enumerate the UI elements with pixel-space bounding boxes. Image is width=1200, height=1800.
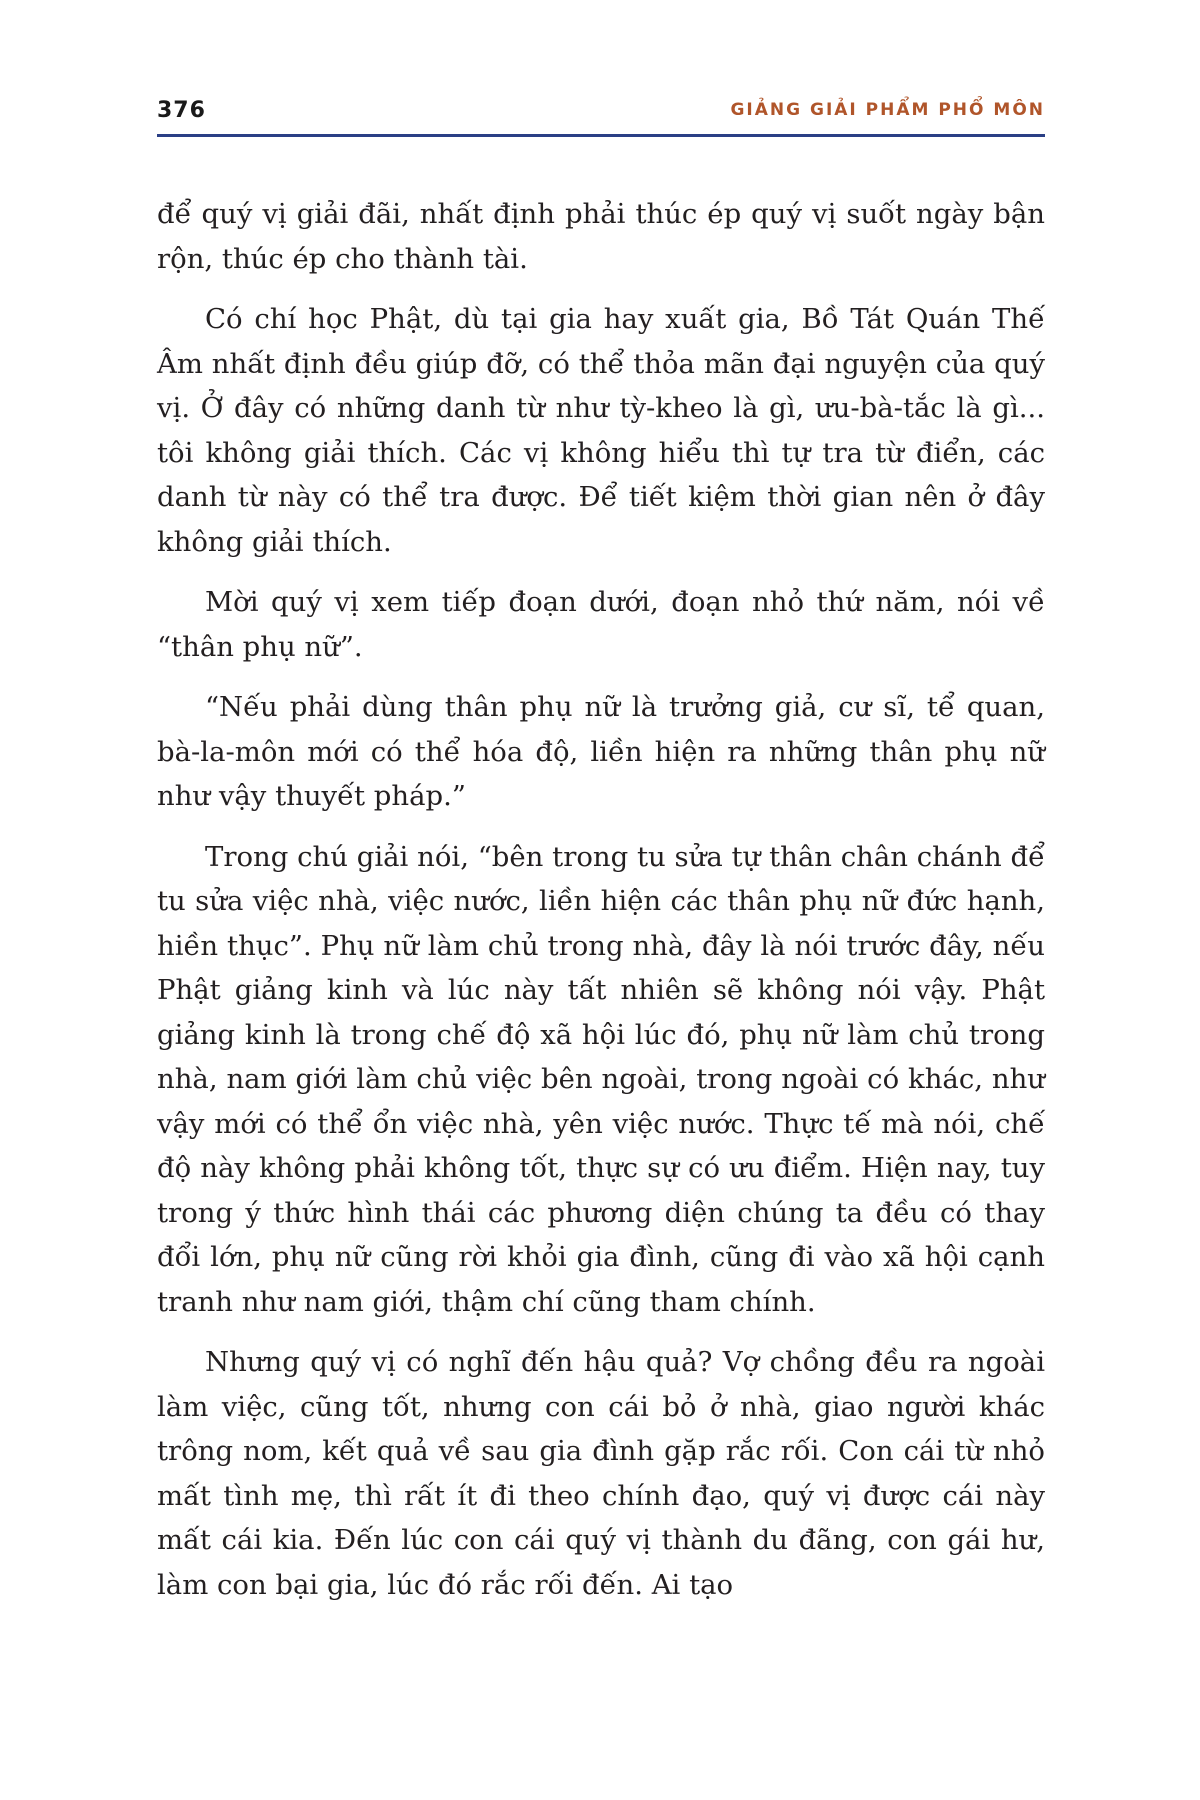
paragraph: Trong chú giải nói, “bên trong tu sửa tự thân chân chánh để tu sửa việc nhà, việc nước, liền hiện các thân phụ nữ đức hạnh, hiền thục”. Phụ nữ làm chủ trong nhà, đây là nói trước đây, nếu Phật giảng kinh và lúc này tất nhiên sẽ không nói vậy. Phật giảng kinh là trong chế độ xã hội lúc đó, phụ nữ làm chủ trong nhà, nam giới làm chủ việc bên ngoài, trong ngoài có khác, như vậy mới có thể ổn việc nhà, yên việc nước. Thực tế mà nói, chế độ này không phải không tốt, thực sự có ưu điểm. Hiện nay, tuy trong ý thức hình thái các phương diện chúng ta đều có thay đổi lớn, phụ nữ cũng rời khỏi gia đình, cũng đi vào xã hội cạnh tranh như nam giới, thậm chí cũng tham chính.: [157, 840, 1045, 1318]
paragraph: Có chí học Phật, dù tại gia hay xuất gia, Bồ Tát Quán Thế Âm nhất định đều giúp đỡ, có thể thỏa mãn đại nguyện của quý vị. Ở đây có những danh từ như tỳ-kheo là gì, ưu-bà-tắc là gì... tôi không giải thích. Các vị không hiểu thì tự tra từ điển, các danh từ này có thể tra được. Để tiết kiệm thời gian nên ở đây không giải thích.: [157, 303, 1045, 558]
running-header: [157, 90, 1045, 132]
body-text: [157, 192, 1045, 1623]
paragraph: Nhưng quý vị có nghĩ đến hậu quả? Vợ chồng đều ra ngoài làm việc, cũng tốt, nhưng con cái bỏ ở nhà, giao người khác trông nom, kết quả về sau gia đình gặp rắc rối. Con cái từ nhỏ mất tình mẹ, thì rất ít đi theo chính đạo, quý vị được cái này mất cái kia. Đến lúc con cái quý vị thành du đãng, con gái hư, làm con bại gia, lúc đó rắc rối đến. Ai tạo: [157, 1346, 1045, 1601]
quoted-sutra-passage: “Nếu phải dùng thân phụ nữ là trưởng giả, cư sĩ, tể quan, bà-la-môn mới có thể hóa độ, liền hiện ra những thân phụ nữ như vậy thuyết pháp.”: [157, 691, 1045, 812]
paragraph: để quý vị giải đãi, nhất định phải thúc ép quý vị suốt ngày bận rộn, thúc ép cho thành tài.: [157, 198, 1045, 275]
book-page: [157, 90, 1045, 1601]
page-number: 376: [157, 98, 206, 123]
paragraph: Mời quý vị xem tiếp đoạn dưới, đoạn nhỏ thứ năm, nói về “thân phụ nữ”.: [157, 586, 1045, 663]
book-title: GIẢNG GIẢI PHẨM PHỔ MÔN: [730, 100, 1045, 120]
header-rule: [157, 134, 1045, 137]
